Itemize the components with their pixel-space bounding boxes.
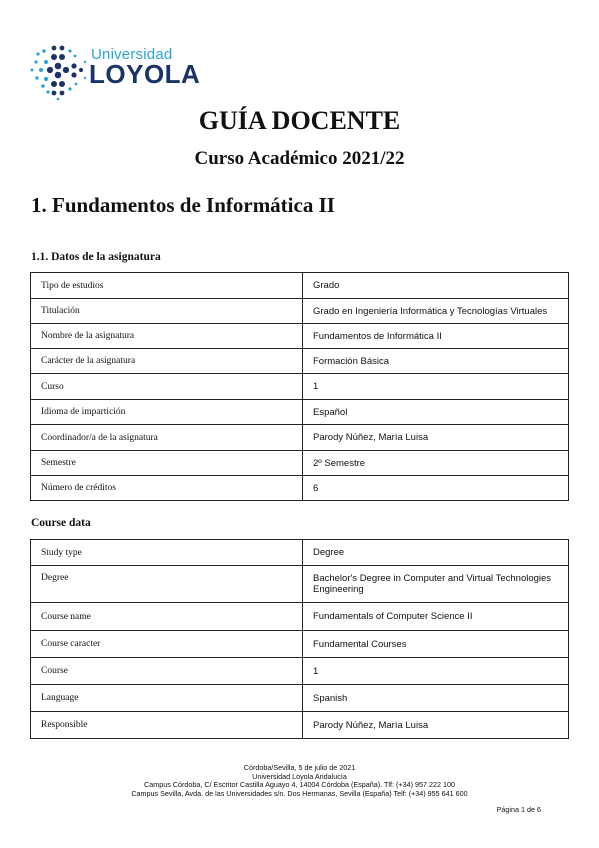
- row-label: Número de créditos: [31, 476, 303, 501]
- row-value: Grado: [303, 273, 569, 299]
- row-value: 1: [303, 374, 569, 400]
- logo-text-universidad: Universidad: [91, 46, 173, 63]
- row-label: Curso: [31, 374, 303, 400]
- table-row: [31, 476, 569, 501]
- table-row: [31, 400, 569, 425]
- footer-campus-cordoba: Campus Córdoba, C/ Escritor Castilla Aguayo 4, 14004 Córdoba (España). Tlf: (+34) 957 222 100: [144, 780, 455, 790]
- row-label: Titulación: [31, 299, 303, 324]
- logo-text-loyola: LOYOLA: [89, 59, 201, 89]
- footer-campus-sevilla: Campus Sevilla, Avda. de las Universidades s/n. Dos Hermanas, Sevilla (España) Telf: (+34) 955 641 600: [131, 788, 468, 798]
- row-label: Semestre: [31, 451, 303, 476]
- row-label: Idioma de impartición: [31, 400, 303, 425]
- row-value: Formación Básica: [303, 349, 569, 374]
- row-value: Bachelor's Degree in Computer and Virtual Technologies Engineering: [303, 566, 569, 603]
- row-value: Parody Núñez, María Luisa: [303, 425, 569, 451]
- table-row: [31, 712, 569, 739]
- course-data-table: [30, 539, 569, 739]
- row-value: Spanish: [303, 685, 569, 712]
- table-row: [31, 540, 569, 566]
- academic-year: Curso Académico 2021/22: [194, 148, 405, 169]
- table-row: [31, 566, 569, 603]
- row-value: 1: [303, 658, 569, 685]
- table-row: [31, 631, 569, 658]
- table-row: [31, 603, 569, 631]
- row-value: Español: [303, 400, 569, 425]
- row-label: Course name: [31, 603, 303, 631]
- table-row: [31, 349, 569, 374]
- row-label: Language: [31, 685, 303, 712]
- table-row: [31, 685, 569, 712]
- footer-date: Córdoba/Sevilla, 5 de julio de 2021: [243, 763, 356, 772]
- row-label: Degree: [31, 566, 303, 603]
- table-row: [31, 324, 569, 349]
- course-data-heading: Course data: [31, 517, 91, 529]
- row-value: Fundamental Courses: [303, 631, 569, 658]
- page-footer: [0, 764, 599, 798]
- university-logo: [28, 40, 218, 102]
- row-label: Coordinador/a de la asignatura: [31, 425, 303, 451]
- logo-cross-icon: [28, 40, 90, 102]
- row-label: Responsible: [31, 712, 303, 739]
- row-value: 2º Semestre: [303, 451, 569, 476]
- table-row: [31, 425, 569, 451]
- table-row: [31, 658, 569, 685]
- row-label: Nombre de la asignatura: [31, 324, 303, 349]
- datos-heading: 1.1. Datos de la asignatura: [31, 251, 161, 263]
- row-value: Grado en Ingeniería Informática y Tecnologías Virtuales: [303, 299, 569, 324]
- row-value: Parody Núñez, María Luisa: [303, 712, 569, 739]
- row-value: Fundamentos de Informática II: [303, 324, 569, 349]
- table-row: [31, 451, 569, 476]
- row-value: 6: [303, 476, 569, 501]
- row-label: Study type: [31, 540, 303, 566]
- row-label: Tipo de estudios: [31, 273, 303, 299]
- row-label: Course caracter: [31, 631, 303, 658]
- row-label: Carácter de la asignatura: [31, 349, 303, 374]
- footer-university: Universidad Loyola Andalucía: [252, 771, 347, 781]
- table-row: [31, 374, 569, 400]
- table-row: [31, 273, 569, 299]
- section-title: 1. Fundamentos de Informática II: [31, 193, 335, 217]
- page-number: Página 1 de 6: [496, 805, 541, 814]
- row-label: Course: [31, 658, 303, 685]
- datos-table: [30, 272, 569, 501]
- table-row: [31, 299, 569, 324]
- row-value: Degree: [303, 540, 569, 566]
- document-title: GUÍA DOCENTE: [198, 106, 401, 135]
- row-value: Fundamentals of Computer Science II: [303, 603, 569, 631]
